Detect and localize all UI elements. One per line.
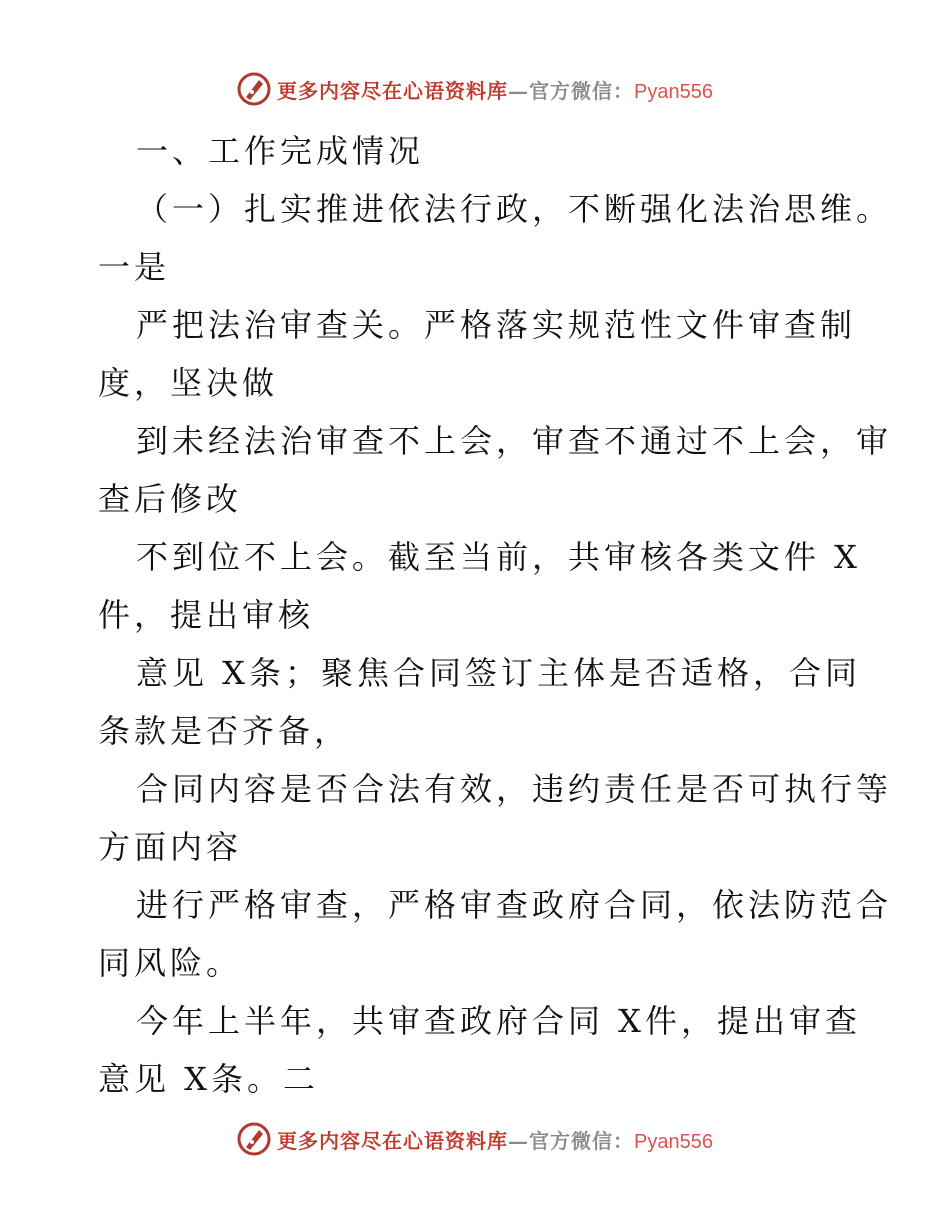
text-line: 意见 X条。二 <box>98 1060 319 1098</box>
text-line: 到未经法治审查不上会，审查不通过不上会，审 <box>136 422 893 460</box>
text-line: 条款是否齐备， <box>98 712 351 750</box>
watermark-text: 更多内容尽在心语资料库—官方微信：Pyan556 <box>277 78 713 103</box>
pen-nib-logo-icon <box>237 1122 271 1156</box>
footer-watermark <box>0 1122 950 1156</box>
text-line: 方面内容 <box>98 828 243 866</box>
text-line: 一是 <box>98 248 171 286</box>
text-line: 度，坚决做 <box>98 364 279 402</box>
text-line: 合同内容是否合法有效，违约责任是否可执行等 <box>136 770 893 808</box>
text-line: 不到位不上会。截至当前，共审核各类文件 X <box>136 538 861 576</box>
document-body <box>98 122 893 1108</box>
header-watermark <box>0 72 950 106</box>
text-line: 进行严格审查，严格审查政府合同，依法防范合 <box>136 886 893 924</box>
text-line: 意见 X条；聚焦合同签订主体是否适格，合同 <box>136 654 861 692</box>
pen-nib-logo-icon <box>237 72 271 106</box>
text-line: （一）扎实推进依法行政，不断强化法治思维。 <box>136 190 893 228</box>
text-line: 今年上半年，共审查政府合同 X件，提出审查 <box>136 1002 861 1040</box>
text-line: 查后修改 <box>98 480 243 518</box>
text-line: 同风险。 <box>98 944 243 982</box>
text-line: 件，提出审核 <box>98 596 315 634</box>
text-line: 严把法治审查关。严格落实规范性文件审查制 <box>136 306 857 344</box>
watermark-text: 更多内容尽在心语资料库—官方微信：Pyan556 <box>277 1128 713 1153</box>
text-line: 一、工作完成情况 <box>136 132 425 170</box>
